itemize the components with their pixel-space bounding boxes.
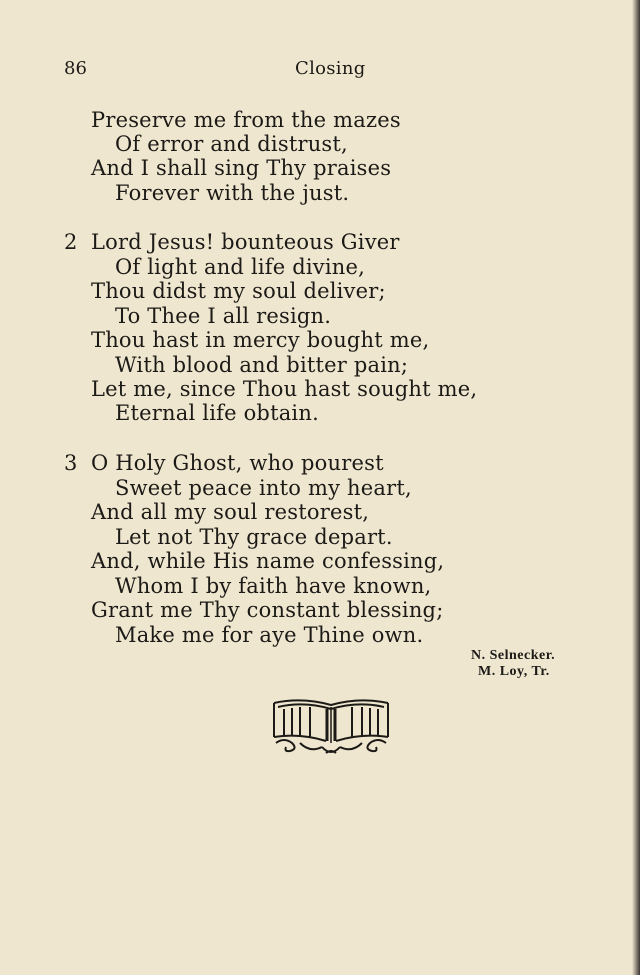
verse-line: Of light and life divine, — [115, 255, 366, 279]
verse-line: O Holy Ghost, who pourest — [91, 451, 384, 475]
verse-line: Of error and distrust, — [115, 132, 348, 156]
page-title: Closing — [295, 58, 366, 79]
verse-line: Thou didst my soul deliver; — [91, 279, 386, 303]
page-number: 86 — [64, 58, 87, 79]
stanza-number: 3 — [64, 451, 78, 475]
verse-line: And I shall sing Thy praises — [91, 156, 392, 180]
translator-credit: M. Loy, Tr. — [478, 664, 550, 679]
stanza-number: 2 — [64, 230, 78, 254]
verse-line: Eternal life obtain. — [115, 401, 319, 425]
verse-line: Lord Jesus! bounteous Giver — [91, 230, 400, 254]
verse-line: Preserve me from the mazes — [91, 108, 401, 132]
verse-line: With blood and bitter pain; — [115, 353, 409, 377]
verse-line: Forever with the just. — [115, 181, 350, 205]
author-credit: N. Selnecker. — [471, 648, 556, 663]
verse-line: Let not Thy grace depart. — [115, 525, 393, 549]
open-book-ornament-icon — [270, 697, 392, 759]
verse-line: Whom I by faith have known, — [115, 574, 432, 598]
verse-line: Thou hast in mercy bought me, — [91, 328, 430, 352]
page-edge — [632, 0, 640, 975]
verse-line: And all my soul restorest, — [91, 500, 370, 524]
verse-line: Grant me Thy constant blessing; — [91, 598, 444, 622]
verse-line: To Thee I all resign. — [115, 304, 332, 328]
verse-line: And, while His name confessing, — [91, 549, 445, 573]
verse-line: Make me for aye Thine own. — [115, 623, 424, 647]
verse-line: Let me, since Thou hast sought me, — [91, 377, 478, 401]
verse-line: Sweet peace into my heart, — [115, 476, 412, 500]
